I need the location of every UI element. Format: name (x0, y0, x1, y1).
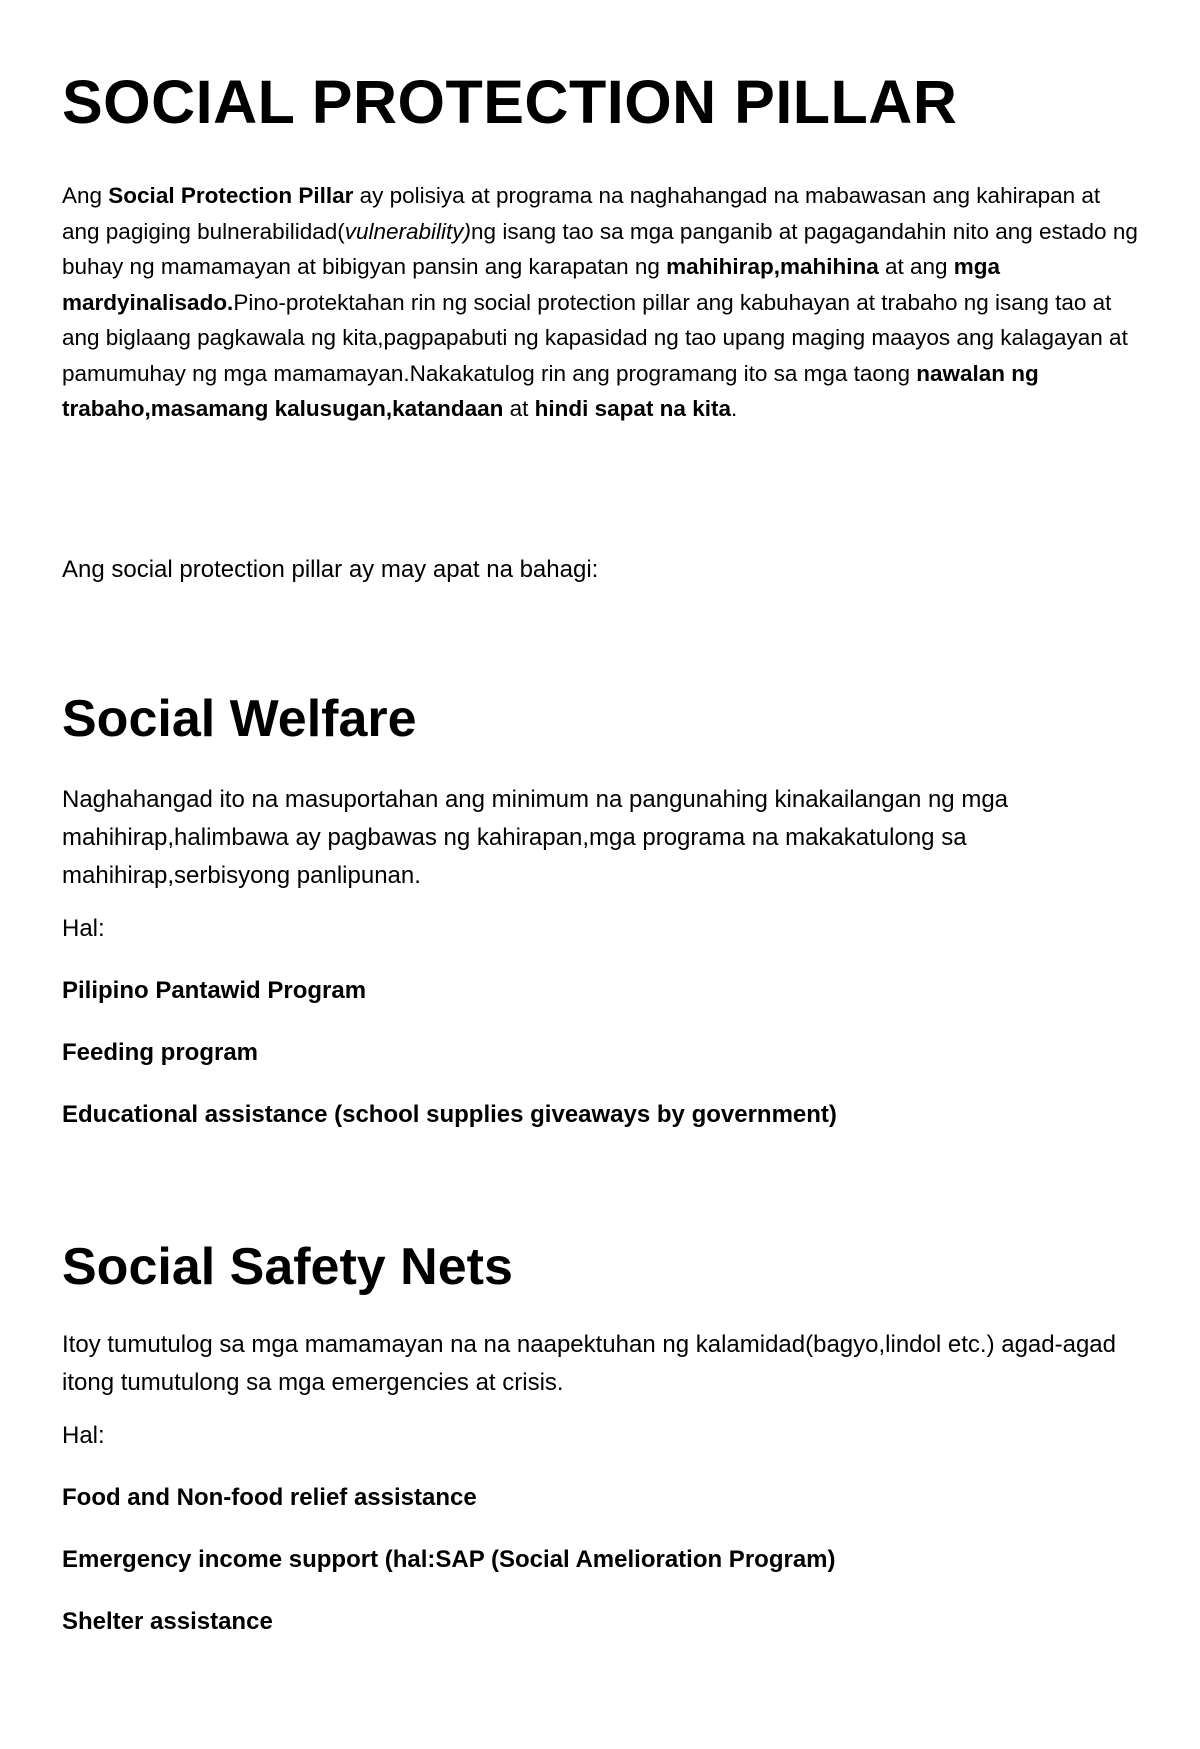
intro-italic-term: vulnerability) (344, 218, 472, 244)
intro-bold-term: Social Protection Pillar (108, 183, 354, 208)
intro-text: ay polisiya at programa na naghahangad na mabawasan ang kahirapan at ang pagiging bulnerabilidad( (62, 183, 1101, 244)
examples-label: Hal: (62, 915, 105, 942)
section-description: Itoy tumutulog sa mga mamamayan na na naapektuhan ng kalamidad(bagyo,lindol etc.) agad-agad itong tumutulong sa mga emergencies at crisis. (62, 1331, 1116, 1396)
intro-bold-term: hindi sapat na kita (534, 396, 731, 421)
example-item: Emergency income support (hal:SAP (Social Amelioration Program) (62, 1546, 836, 1573)
intro-text: Pino-protektahan rin ng social protection pillar ang kabuhayan at trabaho ng isang tao at ang biglaang pagkawala ng kita,pagpapabuti ng kapasidad ng tao upang maging maayos ang kalagayan at pamumuhay ng mga mamamayan.Nakakatulog rin ang programang ito sa mga taong (62, 289, 1128, 386)
intro-bold-term: nawalan ng trabaho,masamang kalusugan,katandaan (62, 360, 1039, 421)
example-item: Educational assistance (school supplies giveaways by government) (62, 1101, 837, 1128)
section-heading-social-welfare: Social Welfare (62, 690, 417, 748)
intro-text: . (730, 396, 738, 421)
example-item: Shelter assistance (62, 1608, 273, 1635)
example-item: Food and Non-food relief assistance (62, 1484, 477, 1511)
section-heading-social-safety-nets: Social Safety Nets (62, 1238, 513, 1296)
example-item: Feeding program (62, 1039, 259, 1066)
page-title: SOCIAL PROTECTION PILLAR (62, 68, 958, 136)
intro-text: at ang (878, 254, 954, 279)
intro-bold-term: mahihirap,mahihina (666, 254, 879, 279)
intro-paragraph (62, 178, 1142, 427)
parts-intro-text: Ang social protection pillar ay may apat na bahagi: (62, 556, 599, 583)
example-item: Pilipino Pantawid Program (62, 977, 367, 1004)
intro-bold-term: mga mardyinalisado. (62, 254, 1001, 315)
intro-text: Ang (62, 183, 109, 208)
intro-text: ng isang tao sa mga panganib at pagagandahin nito ang estado ng buhay ng mamamayan at bibigyan pansin ang karapatan ng (62, 218, 1138, 279)
section-description: Naghahangad ito na masuportahan ang minimum na pangunahing kinakailangan ng mga mahihirap,halimbawa ay pagbawas ng kahirapan,mga programa na makakatulong sa mahihirap,serbisyong panlipunan. (62, 786, 1009, 889)
examples-label: Hal: (62, 1422, 105, 1449)
intro-text: at (503, 396, 535, 421)
